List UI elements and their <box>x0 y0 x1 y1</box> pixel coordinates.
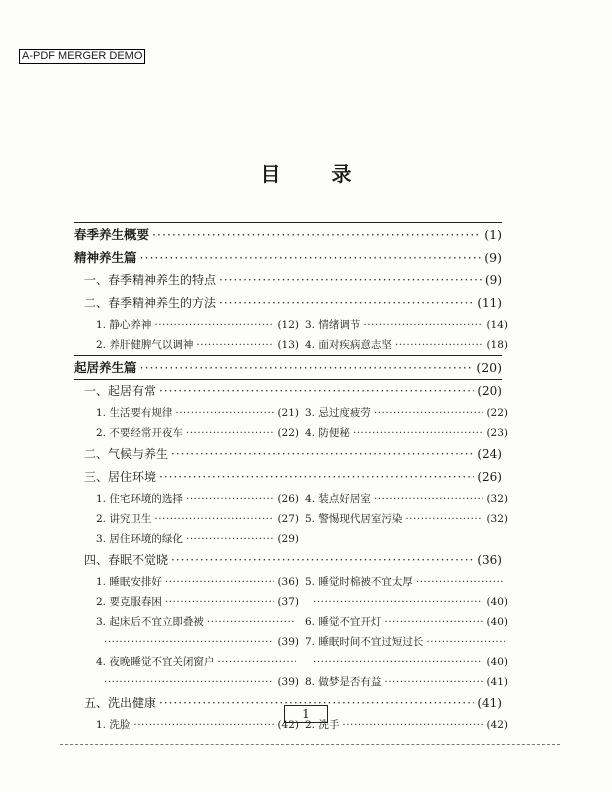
toc-subitem[interactable]: 4. 夜晚睡觉不宜关闭窗户 ····· <box>96 652 299 672</box>
toc-entry-page: (1) <box>484 227 502 242</box>
toc-entry-label: 四、春眠不觉晓 <box>84 553 169 567</box>
toc-entry-page: (20) <box>477 384 502 398</box>
toc-subitem[interactable]: 3. 忌过度疲劳 ····· (22) <box>305 403 508 423</box>
toc-entry-page: (26) <box>477 470 502 484</box>
toc-subitem[interactable]: 1. 洗脸 ····· (42) <box>96 715 299 735</box>
toc-subitem-continuation: ····· (39) <box>96 672 299 692</box>
toc-entry[interactable] <box>74 223 502 246</box>
toc-subitem[interactable]: 4. 装点好居室 ····· (32) <box>305 489 508 509</box>
leader-dots <box>159 380 474 403</box>
toc-subitem[interactable]: 2. 洗手 ····· (42) <box>305 715 508 735</box>
toc-subitem[interactable]: 3. 居住环境的绿化 ····· (29) <box>96 529 299 549</box>
toc-entry-page: (9) <box>484 250 502 265</box>
toc-subitem[interactable]: 3. 起床后不宜立即叠被 ····· <box>96 612 299 632</box>
toc-entry-page: (20) <box>476 360 502 375</box>
toc-entry[interactable] <box>74 356 502 379</box>
leader-dots <box>140 356 474 379</box>
leader-dots <box>159 466 474 489</box>
toc-entry-page: (9) <box>485 273 502 287</box>
page-number: 1 <box>284 705 328 723</box>
toc-subitem[interactable]: 5. 睡觉时棉被不宜太厚 ····· <box>305 572 508 592</box>
toc-entry[interactable] <box>74 380 502 403</box>
watermark: A-PDF MERGER DEMO <box>19 49 145 64</box>
toc-subitem[interactable]: 1. 生活要有规律 ····· (21) <box>96 403 299 423</box>
toc-entry-page: (11) <box>477 296 502 310</box>
toc-subitems <box>74 572 508 692</box>
toc-entry[interactable] <box>74 269 502 292</box>
toc-entry-label: 一、春季精神养生的特点 <box>84 273 217 287</box>
toc-subitem[interactable]: 2. 讲究卫生 ····· (27) <box>96 509 299 529</box>
toc-subitems <box>74 315 508 355</box>
toc-entry-page: (36) <box>477 553 502 567</box>
toc-subitem[interactable]: 4. 面对疾病意志坚 ····· (18) <box>305 335 508 355</box>
leader-dots <box>219 292 474 315</box>
toc-entry[interactable] <box>74 549 502 572</box>
toc-subitem[interactable]: 5. 警惕现代居室污染 ····· (32) <box>305 509 508 529</box>
toc-subitem[interactable]: 2. 要克服春困 ····· (37) <box>96 592 299 612</box>
toc-entry[interactable] <box>74 466 502 489</box>
toc-entry-label: 二、春季精神养生的方法 <box>84 296 217 310</box>
page-title: 目 录 <box>260 162 374 186</box>
toc-entry-label: 五、洗出健康 <box>84 696 157 710</box>
toc-subitem-continuation: ····· (40) <box>305 592 508 612</box>
toc-subitems <box>74 489 508 549</box>
leader-dots <box>219 269 482 292</box>
toc-subitem-continuation: ····· (40) <box>305 652 508 672</box>
toc-entry-label: 二、气候与养生 <box>84 447 169 461</box>
toc-subitem[interactable]: 8. 做梦是否有益 ····· (41) <box>305 672 508 692</box>
toc-subitem[interactable]: 2. 不要经常开夜车 ····· (22) <box>96 423 299 443</box>
toc-entry[interactable] <box>74 443 502 466</box>
leader-dots <box>171 443 474 466</box>
toc-entry[interactable] <box>74 292 502 315</box>
toc-entry-page: (24) <box>477 447 502 461</box>
table-of-contents <box>74 222 508 735</box>
toc-subitems <box>74 403 508 443</box>
toc-entry-page: (41) <box>477 696 502 710</box>
toc-subitem[interactable]: 4. 防便秘 ····· (23) <box>305 423 508 443</box>
toc-entry-label: 春季养生概要 <box>74 227 150 242</box>
toc-entry-label: 起居养生篇 <box>74 360 137 375</box>
toc-entry-label: 三、居住环境 <box>84 470 157 484</box>
toc-entry[interactable] <box>74 246 502 269</box>
toc-subitem[interactable]: 1. 睡眠安排好 ····· (36) <box>96 572 299 592</box>
scan-artifact-line <box>60 744 560 745</box>
toc-subitem-continuation: ····· (39) <box>96 632 299 652</box>
toc-entry-label: 一、起居有常 <box>84 384 157 398</box>
toc-subitem[interactable]: 6. 睡觉不宜开灯 ····· (40) <box>305 612 508 632</box>
toc-subitem[interactable]: 1. 静心养神 ····· (12) <box>96 315 299 335</box>
toc-subitem[interactable]: 3. 情绪调节 ····· (14) <box>305 315 508 335</box>
toc-subitem[interactable]: 7. 睡眠时间不宜过短过长 ····· <box>305 632 508 652</box>
toc-entry-label: 精神养生篇 <box>74 250 137 265</box>
toc-subitem[interactable]: 2. 养肝健脾气以调神 ····· (13) <box>96 335 299 355</box>
leader-dots <box>152 223 481 246</box>
leader-dots <box>171 549 474 572</box>
toc-subitem[interactable]: 1. 住宅环境的选择 ····· (26) <box>96 489 299 509</box>
leader-dots <box>140 246 482 269</box>
